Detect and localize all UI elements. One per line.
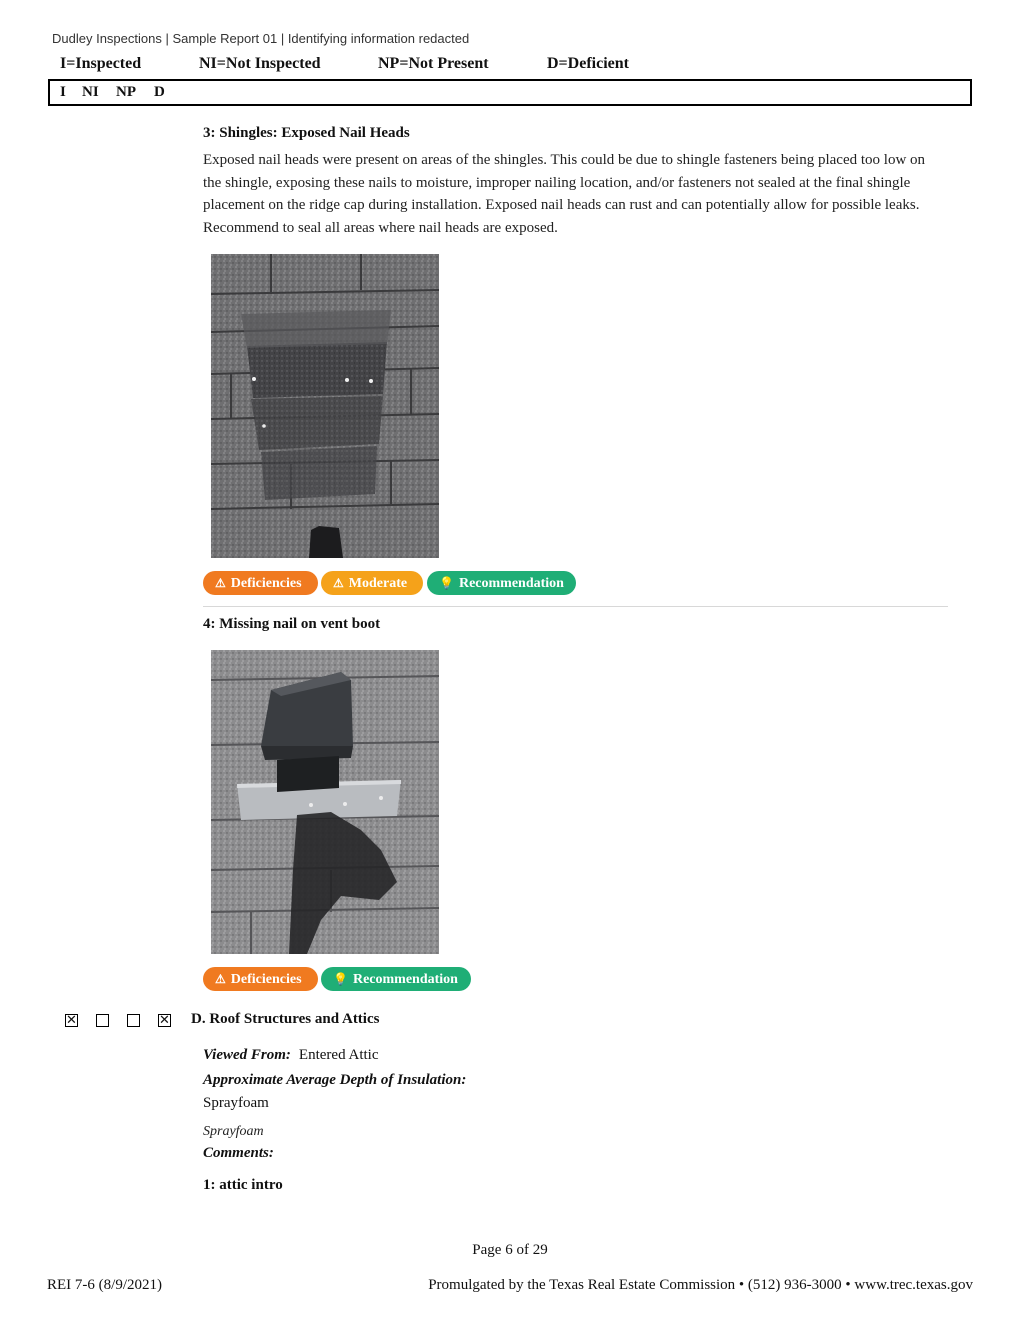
description-line: the shingle, exposing these nails to moisture, improper nailing location, and/or fasteners not sealed at the final shingle <box>203 174 911 191</box>
roof-vent-boot-photo[interactable] <box>211 650 439 954</box>
description-line: Recommend to seal all areas where nail heads are exposed. <box>203 220 558 237</box>
legend-not-present: NP=Not Present <box>378 55 489 72</box>
tag-label: Deficiencies <box>230 972 302 987</box>
viewed-from-label: Viewed From: <box>203 1047 291 1063</box>
not-inspected-checkbox[interactable] <box>96 1014 109 1027</box>
description-line: placement on the ridge cap during installation. Exposed nail heads can rust and can potentially allow for possible leaks. <box>203 197 920 214</box>
insulation-note: Sprayfoam <box>203 1124 264 1139</box>
roof-shingles-exposed-nails-photo[interactable] <box>211 254 439 558</box>
viewed-from-row <box>203 1046 378 1064</box>
comment-title: 1: attic intro <box>203 1177 283 1193</box>
not-present-checkbox[interactable] <box>127 1014 140 1027</box>
form-id: REI 7-6 (8/9/2021) <box>47 1277 162 1293</box>
deficiencies-tag <box>203 967 318 991</box>
tag-label: Recommendation <box>352 972 458 987</box>
item-title: 4: Missing nail on vent boot <box>203 616 381 632</box>
insulation-value: Sprayfoam <box>203 1095 269 1111</box>
deficiencies-tag <box>203 571 318 595</box>
item-title: 3: Shingles: Exposed Nail Heads <box>203 125 410 141</box>
legend-box-i: I <box>60 84 66 100</box>
legend-inspected: I=Inspected <box>60 55 142 72</box>
report-header: Dudley Inspections | Sample Report 01 | Identifying information redacted <box>52 31 470 46</box>
description-line: Exposed nail heads were present on areas of the shingles. This could be due to shingle fasteners being placed too low on <box>203 152 926 168</box>
tag-label: Recommendation <box>458 576 564 591</box>
deficient-checkbox[interactable]: ✕ <box>159 1013 170 1028</box>
tag-label: Deficiencies <box>230 576 302 591</box>
page-number: Page 6 of 29 <box>472 1242 548 1258</box>
item-divider <box>203 606 948 607</box>
moderate-tag <box>321 571 423 595</box>
status-legend-box <box>48 79 972 106</box>
lightbulb-icon: 💡 <box>333 972 348 986</box>
inspected-checkbox[interactable]: ✕ <box>66 1013 77 1028</box>
insulation-label: Approximate Average Depth of Insulation: <box>203 1072 467 1088</box>
tag-label: Moderate <box>348 576 408 591</box>
legend-not-inspected: NI=Not Inspected <box>199 55 321 72</box>
lightbulb-icon: 💡 <box>439 576 454 590</box>
legend-box-ni: NI <box>82 84 99 100</box>
legend-deficient: D=Deficient <box>547 55 629 72</box>
warning-icon: ⚠ <box>215 972 226 986</box>
item-description <box>203 149 963 240</box>
legend-box-np: NP <box>116 84 136 100</box>
comments-label: Comments: <box>203 1145 274 1161</box>
warning-icon: ⚠ <box>215 576 226 590</box>
promulgated-line: Promulgated by the Texas Real Estate Commission • (512) 936-3000 • www.trec.texas.gov <box>428 1277 973 1293</box>
section-title: D. Roof Structures and Attics <box>191 1011 380 1027</box>
recommendation-tag <box>427 571 576 595</box>
legend-box-d: D <box>154 84 165 100</box>
recommendation-tag <box>321 967 471 991</box>
warning-icon: ⚠ <box>333 576 344 590</box>
viewed-from-value: Entered Attic <box>298 1047 379 1063</box>
